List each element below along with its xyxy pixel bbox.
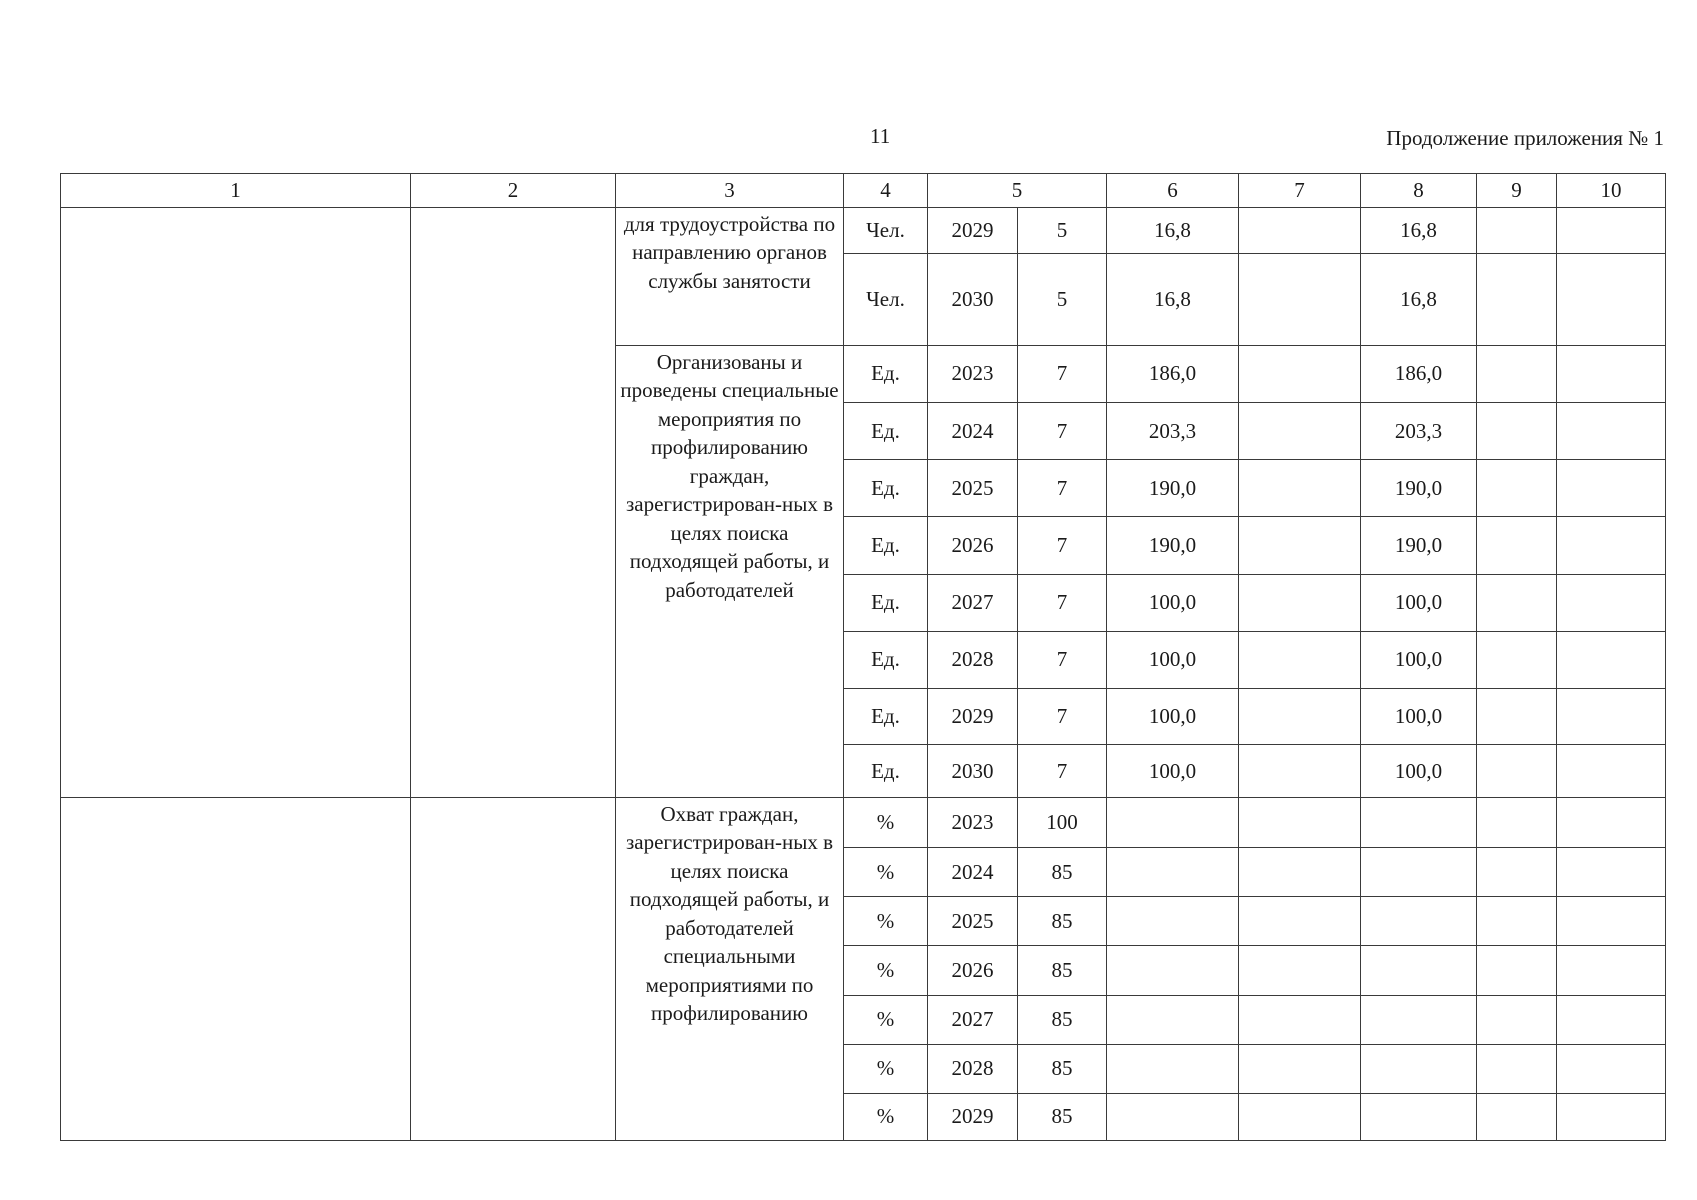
value-cell: 7 xyxy=(1018,631,1107,688)
unit-cell: Ед. xyxy=(844,574,928,631)
column-number: 6 xyxy=(1107,174,1239,208)
year-cell: 2028 xyxy=(928,631,1018,688)
column6-cell xyxy=(1107,1093,1239,1140)
column10-cell xyxy=(1557,574,1666,631)
unit-cell: % xyxy=(844,797,928,847)
column7-cell xyxy=(1239,574,1361,631)
indicator-description: Организованы и проведены специальные мероприятия по профилированию граждан, зарегистрирован-ных в целях поиска подходящей работы, и работодателей xyxy=(616,345,844,797)
column7-cell xyxy=(1239,403,1361,460)
column6-cell: 100,0 xyxy=(1107,574,1239,631)
column8-cell xyxy=(1361,1044,1477,1093)
column8-cell xyxy=(1361,897,1477,946)
column9-cell xyxy=(1477,403,1557,460)
column7-cell xyxy=(1239,897,1361,946)
column6-cell xyxy=(1107,848,1239,897)
column-number: 8 xyxy=(1361,174,1477,208)
column10-cell xyxy=(1557,688,1666,745)
column9-cell xyxy=(1477,688,1557,745)
continuation-title: Продолжение приложения № 1 xyxy=(1386,126,1664,150)
value-cell: 7 xyxy=(1018,688,1107,745)
column8-cell: 190,0 xyxy=(1361,460,1477,517)
column10-cell xyxy=(1557,345,1666,403)
column8-cell xyxy=(1361,995,1477,1044)
column6-cell: 186,0 xyxy=(1107,345,1239,403)
value-cell: 5 xyxy=(1018,253,1107,345)
unit-cell: Чел. xyxy=(844,207,928,253)
column9-cell xyxy=(1477,745,1557,797)
unit-cell: Чел. xyxy=(844,253,928,345)
column9-cell xyxy=(1477,345,1557,403)
column10-cell xyxy=(1557,517,1666,575)
column7-cell xyxy=(1239,946,1361,995)
value-cell: 100 xyxy=(1018,797,1107,847)
year-cell: 2030 xyxy=(928,745,1018,797)
unit-cell: Ед. xyxy=(844,517,928,575)
unit-cell: Ед. xyxy=(844,631,928,688)
column10-cell xyxy=(1557,403,1666,460)
column-number: 3 xyxy=(616,174,844,208)
unit-cell: % xyxy=(844,1093,928,1140)
value-cell: 85 xyxy=(1018,1093,1107,1140)
value-cell: 7 xyxy=(1018,403,1107,460)
column10-cell xyxy=(1557,946,1666,995)
column10-cell xyxy=(1557,253,1666,345)
column-number: 9 xyxy=(1477,174,1557,208)
column7-cell xyxy=(1239,345,1361,403)
column10-cell xyxy=(1557,1093,1666,1140)
column9-cell xyxy=(1477,1044,1557,1093)
column7-cell xyxy=(1239,1044,1361,1093)
column9-cell xyxy=(1477,797,1557,847)
data-table xyxy=(60,173,1666,1141)
indicator-description: Охват граждан, зарегистрирован-ных в целях поиска подходящей работы, и работодателей специальными мероприятиями по профилированию xyxy=(616,797,844,1140)
value-cell: 7 xyxy=(1018,745,1107,797)
unit-cell: Ед. xyxy=(844,688,928,745)
column-number: 4 xyxy=(844,174,928,208)
table-row xyxy=(61,207,1666,253)
unit-cell: Ед. xyxy=(844,460,928,517)
column6-cell xyxy=(1107,797,1239,847)
value-cell: 85 xyxy=(1018,897,1107,946)
unit-cell: % xyxy=(844,946,928,995)
column8-cell: 186,0 xyxy=(1361,345,1477,403)
column1-cell xyxy=(61,797,411,1140)
column7-cell xyxy=(1239,253,1361,345)
column8-cell: 100,0 xyxy=(1361,631,1477,688)
column6-cell: 100,0 xyxy=(1107,631,1239,688)
column-number: 7 xyxy=(1239,174,1361,208)
column9-cell xyxy=(1477,1093,1557,1140)
column9-cell xyxy=(1477,207,1557,253)
column8-cell: 16,8 xyxy=(1361,253,1477,345)
value-cell: 7 xyxy=(1018,574,1107,631)
column8-cell: 100,0 xyxy=(1361,688,1477,745)
column7-cell xyxy=(1239,688,1361,745)
column8-cell xyxy=(1361,848,1477,897)
value-cell: 5 xyxy=(1018,207,1107,253)
column10-cell xyxy=(1557,995,1666,1044)
column1-cell xyxy=(61,207,411,797)
column9-cell xyxy=(1477,848,1557,897)
column8-cell: 100,0 xyxy=(1361,745,1477,797)
column6-cell xyxy=(1107,897,1239,946)
column6-cell: 16,8 xyxy=(1107,207,1239,253)
year-cell: 2023 xyxy=(928,797,1018,847)
column9-cell xyxy=(1477,253,1557,345)
year-cell: 2029 xyxy=(928,207,1018,253)
column7-cell xyxy=(1239,995,1361,1044)
column8-cell xyxy=(1361,797,1477,847)
column8-cell xyxy=(1361,946,1477,995)
year-cell: 2023 xyxy=(928,345,1018,403)
value-cell: 85 xyxy=(1018,1044,1107,1093)
column2-cell xyxy=(411,797,616,1140)
year-cell: 2027 xyxy=(928,995,1018,1044)
column6-cell xyxy=(1107,995,1239,1044)
column-number: 5 xyxy=(928,174,1107,208)
column6-cell xyxy=(1107,1044,1239,1093)
unit-cell: % xyxy=(844,995,928,1044)
column10-cell xyxy=(1557,207,1666,253)
value-cell: 7 xyxy=(1018,460,1107,517)
column-number: 1 xyxy=(61,174,411,208)
value-cell: 7 xyxy=(1018,345,1107,403)
column7-cell xyxy=(1239,797,1361,847)
table-row xyxy=(61,797,1666,847)
column6-cell: 190,0 xyxy=(1107,460,1239,517)
column-number: 10 xyxy=(1557,174,1666,208)
column10-cell xyxy=(1557,848,1666,897)
column8-cell: 100,0 xyxy=(1361,574,1477,631)
unit-cell: Ед. xyxy=(844,345,928,403)
column10-cell xyxy=(1557,1044,1666,1093)
column9-cell xyxy=(1477,897,1557,946)
column10-cell xyxy=(1557,897,1666,946)
year-cell: 2024 xyxy=(928,848,1018,897)
year-cell: 2026 xyxy=(928,517,1018,575)
unit-cell: % xyxy=(844,1044,928,1093)
column9-cell xyxy=(1477,460,1557,517)
column6-cell xyxy=(1107,946,1239,995)
column-number: 2 xyxy=(411,174,616,208)
year-cell: 2030 xyxy=(928,253,1018,345)
indicator-description: для трудоустройства по направлению органов службы занятости xyxy=(616,207,844,345)
page-number: 11 xyxy=(870,124,891,148)
column6-cell: 190,0 xyxy=(1107,517,1239,575)
column9-cell xyxy=(1477,517,1557,575)
column6-cell: 100,0 xyxy=(1107,745,1239,797)
unit-cell: % xyxy=(844,848,928,897)
column7-cell xyxy=(1239,1093,1361,1140)
column9-cell xyxy=(1477,631,1557,688)
value-cell: 7 xyxy=(1018,517,1107,575)
column-number-row xyxy=(61,174,1666,208)
column10-cell xyxy=(1557,745,1666,797)
column7-cell xyxy=(1239,745,1361,797)
unit-cell: % xyxy=(844,897,928,946)
column9-cell xyxy=(1477,995,1557,1044)
column9-cell xyxy=(1477,574,1557,631)
value-cell: 85 xyxy=(1018,946,1107,995)
column8-cell: 203,3 xyxy=(1361,403,1477,460)
year-cell: 2029 xyxy=(928,688,1018,745)
column8-cell xyxy=(1361,1093,1477,1140)
column7-cell xyxy=(1239,517,1361,575)
table-body xyxy=(61,174,1666,1141)
column6-cell: 16,8 xyxy=(1107,253,1239,345)
year-cell: 2024 xyxy=(928,403,1018,460)
year-cell: 2029 xyxy=(928,1093,1018,1140)
column6-cell: 100,0 xyxy=(1107,688,1239,745)
column8-cell: 190,0 xyxy=(1361,517,1477,575)
year-cell: 2027 xyxy=(928,574,1018,631)
year-cell: 2028 xyxy=(928,1044,1018,1093)
column9-cell xyxy=(1477,946,1557,995)
unit-cell: Ед. xyxy=(844,745,928,797)
column10-cell xyxy=(1557,460,1666,517)
value-cell: 85 xyxy=(1018,995,1107,1044)
column7-cell xyxy=(1239,848,1361,897)
column6-cell: 203,3 xyxy=(1107,403,1239,460)
column10-cell xyxy=(1557,631,1666,688)
column7-cell xyxy=(1239,631,1361,688)
column2-cell xyxy=(411,207,616,797)
value-cell: 85 xyxy=(1018,848,1107,897)
column7-cell xyxy=(1239,460,1361,517)
year-cell: 2026 xyxy=(928,946,1018,995)
unit-cell: Ед. xyxy=(844,403,928,460)
year-cell: 2025 xyxy=(928,460,1018,517)
column8-cell: 16,8 xyxy=(1361,207,1477,253)
column10-cell xyxy=(1557,797,1666,847)
year-cell: 2025 xyxy=(928,897,1018,946)
column7-cell xyxy=(1239,207,1361,253)
